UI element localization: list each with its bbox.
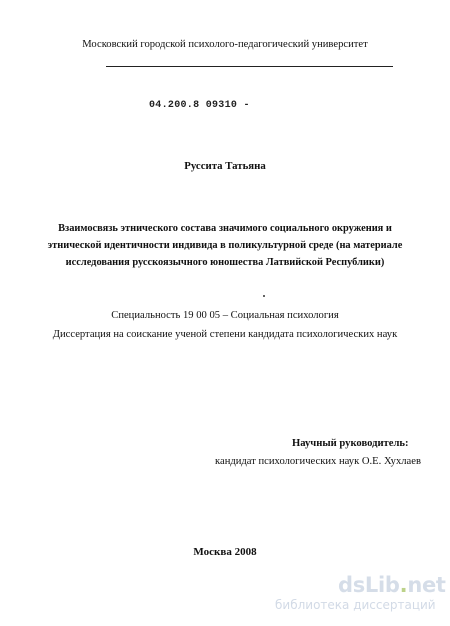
watermark-logo-dot: . [399,573,408,597]
watermark-logo [338,573,446,597]
watermark-logo-right: net [407,573,446,597]
specialty-line: Специальность 19 00 05 – Социальная психология [111,310,339,321]
watermark-logo-left: dsLib [338,573,400,597]
watermark-subtitle: библиотека диссертаций [275,598,436,612]
header-divider [106,66,393,67]
advisor-name: кандидат психологических наук О.Е. Хухлаев [215,456,421,467]
advisor-heading: Научный руководитель: [292,438,409,449]
university-name: Московский городской психолого-педагогический университет [82,39,368,50]
city-year: Москва 2008 [193,546,257,558]
title-line: Взаимосвязь этнического состава значимого социального окружения и [58,223,392,234]
dissertation-degree-line: Диссертация на соискание ученой степени кандидата психологических наук [52,329,398,340]
dissertation-title [40,220,410,271]
title-line: этнической идентичности индивида в поликультурной среде (на материале [47,240,403,251]
library-stamp: 04.200.8 09310 - [149,100,250,111]
author-name: Руссита Татьяна [184,160,266,172]
title-line: исследования русскоязычного юношества Латвийской Республики) [65,257,385,268]
scan-speck [263,295,265,297]
